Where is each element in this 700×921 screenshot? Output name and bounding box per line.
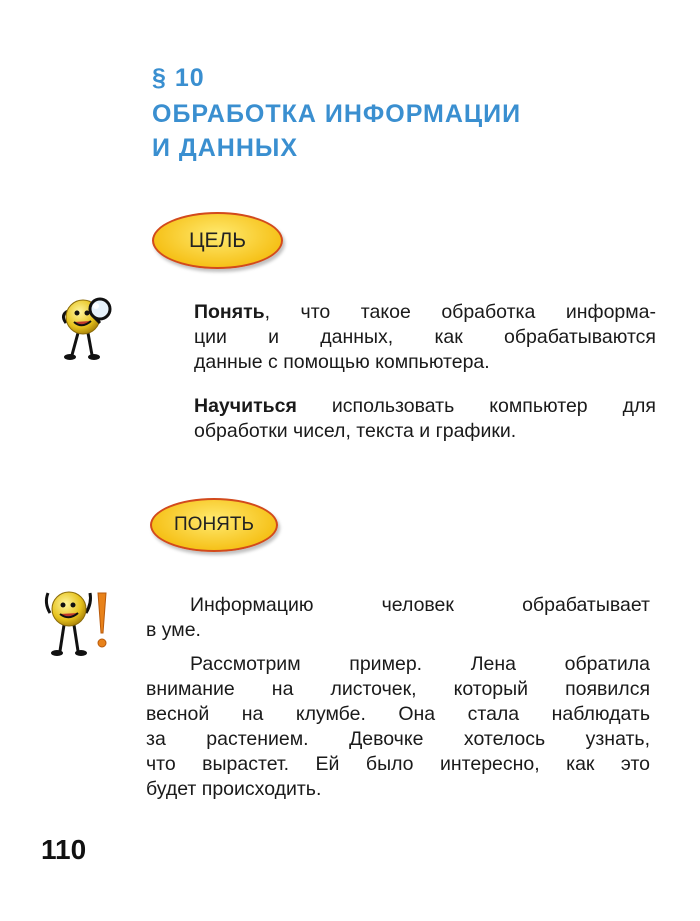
und-p2-line1: Рассмотрим пример. Лена обратила xyxy=(190,653,650,675)
und-p2-line3: весной на клумбе. Она стала наблюдать xyxy=(146,703,650,725)
section-title-line2: И ДАННЫХ xyxy=(152,134,299,162)
goal-p2-line1: использовать компьютер для xyxy=(296,395,656,417)
goal-label-text: ЦЕЛЬ xyxy=(188,228,247,252)
goal-p1-line2: ции и данных, как обрабатываются xyxy=(194,326,656,348)
understand-label xyxy=(150,498,278,552)
goal-verb-learn: Научиться xyxy=(194,395,297,417)
goal-paragraph-2 xyxy=(194,394,656,444)
understand-paragraph-2 xyxy=(146,652,650,802)
und-p1-line2: в уме. xyxy=(146,619,201,641)
und-p2-line2: внимание на листочек, который появился xyxy=(146,678,650,700)
goal-paragraph-1 xyxy=(194,300,656,375)
und-p1-line1: Информацию человек обрабатывает xyxy=(190,594,650,616)
goal-verb-understand: Понять xyxy=(194,301,265,323)
page-number: 110 xyxy=(41,834,87,865)
und-p2-line6: будет происходить. xyxy=(146,778,322,800)
goal-p1-line3: данные с помощью компьютера. xyxy=(194,351,490,373)
understand-label-text: ПОНЯТЬ xyxy=(174,514,254,535)
goal-label xyxy=(152,212,283,269)
section-number: § 10 xyxy=(152,64,205,92)
understand-paragraph-1 xyxy=(146,593,650,643)
goal-p2-line2: обработки чисел, текста и графики. xyxy=(194,420,517,442)
goal-p1-line1: , что такое обработка информа- xyxy=(264,301,656,323)
smiley-exclamation-icon xyxy=(40,585,116,661)
und-p2-line4: за растением. Девочке хотелось узнать, xyxy=(146,728,650,750)
smiley-magnifier-icon xyxy=(58,293,114,365)
und-p2-line5: что вырастет. Ей было интересно, как это xyxy=(146,753,650,775)
section-title-line1: ОБРАБОТКА ИНФОРМАЦИИ xyxy=(152,100,522,128)
